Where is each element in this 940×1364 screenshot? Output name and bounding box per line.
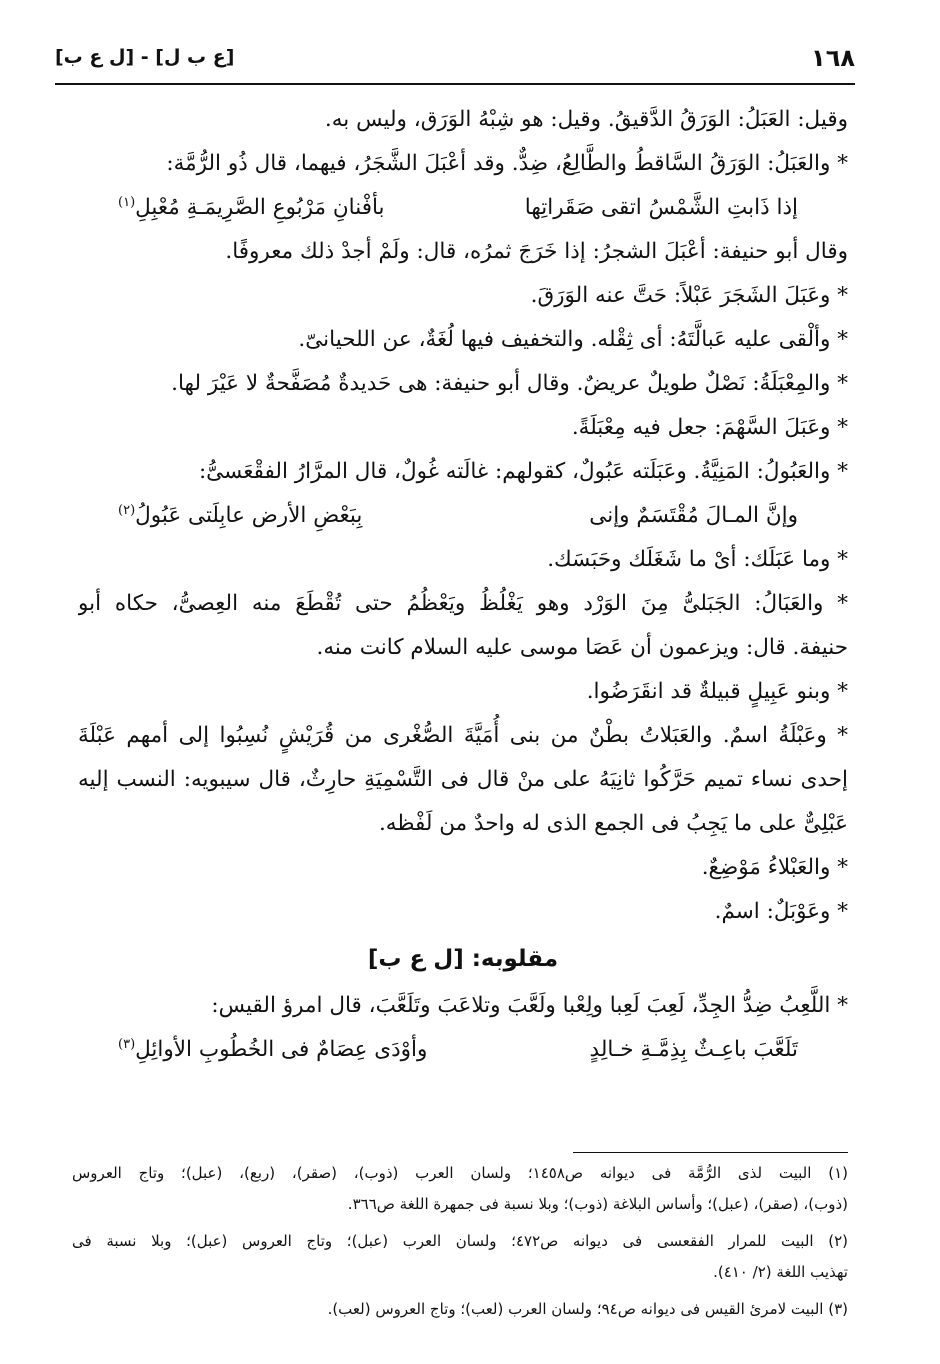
running-head: [ع ب ل] - [ل ع ب] <box>55 46 235 68</box>
footnote-2-line-2: تهذيب اللغة (٢/ ٤١٠). <box>713 1263 848 1281</box>
page-header <box>55 40 855 80</box>
footnote-ref-1: (١) <box>118 194 136 210</box>
text-line: * والعَبَالُ: الجَبَلىُّ مِنَ الوَرْد وهو يَغْلُظُ ويَعْظُمُ حتى تُقْطَعَ منه العِصىُّ، حكاه أبو <box>78 591 848 616</box>
verse-2-second-hemistich <box>118 494 362 538</box>
text-line: وقال أبو حنيفة: أعْبَلَ الشجرُ: إذا خَرَجَ ثمرُه، قال: ولَمْ أجدْ ذلك معروفًا. <box>225 239 848 264</box>
text-line: * وعَبَلَ الشَجَرَ عَبْلاً: حَتَّ عنه الوَرَقَ. <box>530 283 848 308</box>
text-line: * وعَوْبَلٌ: اسمٌ. <box>714 899 848 924</box>
text-line: * والعَبَلُ: الوَرَقُ السَّاقطُ والطَّالِعُ، ضِدٌّ. وقد أعْبَلَ الشَّجَرُ، فيهما، قال ذُو الرُّمَّة: <box>166 151 848 176</box>
verse-2-second-text: بِبَعْضِ الأرض عابِلَتى عَبُولُ <box>135 503 363 528</box>
footnote-1-line-1: (١) البيت لذى الرُّمَّة فى ديوانه ص١٤٥٨؛ ولسان العرب (ذوب)، (صقر)، (ربع)، (عبل)؛ وتاج العروس <box>72 1164 848 1182</box>
text-line: وقيل: العَبَلُ: الوَرَقُ الدَّقيقُ. وقيل: هو شِبْهُ الوَرَق، وليس به. <box>324 107 848 132</box>
text-line: * والمِعْبَلَةُ: نَصْلٌ طويلٌ عريضٌ. وقال أبو حنيفة: هى حَديدةٌ مُصَفَّحةٌ لا عَيْرَ لها. <box>171 371 848 396</box>
page-number: ١٦٨ <box>811 44 855 72</box>
text-line: * والعَبُولُ: المَنِيَّةُ. وعَبَلَته عَبُولٌ، كقولهم: غالَته غُولٌ، قال المرَّارُ الفقْعَسىُّ: <box>198 459 848 484</box>
verse-2-first-hemistich: وإنَّ المـالَ مُقْتَسَمٌ وإنى <box>589 503 798 528</box>
footnote-rule <box>573 1152 848 1153</box>
text-line: * اللَّعِبُ ضِدُّ الجِدِّ، لَعِبَ لَعِبا ولِعْبا ولَعَّبَ وتلاعَبَ وتَلَعَّبَ، قال امرؤ القيس: <box>211 993 848 1018</box>
text-line: عَبْلِىٌّ على ما يَجِبُ فى الجمع الذى له واحدٌ من لَفْظه. <box>378 811 848 836</box>
verse-3 <box>78 1028 848 1072</box>
verse-3-first-hemistich: تَلَعَّبَ باعِـثٌ بِذِمَّـةِ خـالِدٍ <box>589 1037 798 1062</box>
text-line: إحدى نساء تميم حَرَّكُوا ثانِيَهُ على منْ قال فى التَّسْمِيَةِ حارِثٌ، قال سيبويه: النسب إليه <box>78 767 848 792</box>
verse-1-second-text: بأفْنانِ مَرْبُوعِ الصَّرِيمَـةِ مُعْبِلِ <box>135 195 385 220</box>
verse-1-second-hemistich <box>118 186 385 230</box>
text-line: * والعَبْلاءُ مَوْضِعٌ. <box>701 855 848 880</box>
text-line: حنيفة. قال: ويزعمون أن عَصَا موسى عليه السلام كانت منه. <box>316 635 848 660</box>
footnote-2-line-1: (٢) البيت للمرار الفقعسى فى ديوانه ص٤٧٢؛ ولسان العرب (عبل)؛ وتاج العروس (عبل)؛ وبلا نسبة فى <box>72 1232 848 1250</box>
verse-1 <box>78 186 848 230</box>
header-rule <box>55 83 855 85</box>
verse-1-first-hemistich: إذا ذَابتِ الشَّمْسُ اتقى صَقَراتِها <box>524 195 798 220</box>
verse-3-second-hemistich <box>118 1028 427 1072</box>
footnote-ref-3: (٣) <box>118 1036 136 1052</box>
text-line: * وما عَبَلَك: أىْ ما شَغَلَك وحَبَسَك. <box>547 547 848 572</box>
text-line: * وألْقى عليه عَبالَّتَهُ: أى ثِقْله. والتخفيف فيها لُغَةٌ، عن اللحيانىّ. <box>298 327 848 352</box>
footnote-ref-2: (٢) <box>118 502 136 518</box>
text-line: * وعَبْلَةُ اسمٌ. والعَبَلاتُ بطْنٌ من بنى أُمَيَّةَ الصُّغْرى من قُرَيْشٍ نُسِبُوا إلى أمهم عَبْلَةَ <box>78 723 848 748</box>
text-line: * وبنو عَبِيلٍ قبيلةٌ قد انقَرَضُوا. <box>586 679 848 704</box>
verse-3-second-text: وأوْدَى عِصَامٌ فى الخُطُوبِ الأوائِلِ <box>135 1037 428 1062</box>
section-title: مقلوبه: [ل ع ب] <box>367 946 559 972</box>
footnotes <box>72 1158 848 1325</box>
footnote-1-line-2: (ذوب)، (صقر)، (عبل)؛ وأساس البلاغة (ذوب)؛ وبلا نسبة فى جمهرة اللغة ص٣٦٦. <box>347 1195 848 1213</box>
footnote-3: (٣) البيت لامرئ القيس فى ديوانه ص٩٤؛ ولسان العرب (لعب)؛ وتاج العروس (لعب). <box>327 1300 848 1318</box>
verse-2 <box>78 494 848 538</box>
main-text <box>78 98 848 1072</box>
text-line: * وعَبَلَ السَّهْمَ: جعل فيه مِعْبَلَةً. <box>571 415 848 440</box>
